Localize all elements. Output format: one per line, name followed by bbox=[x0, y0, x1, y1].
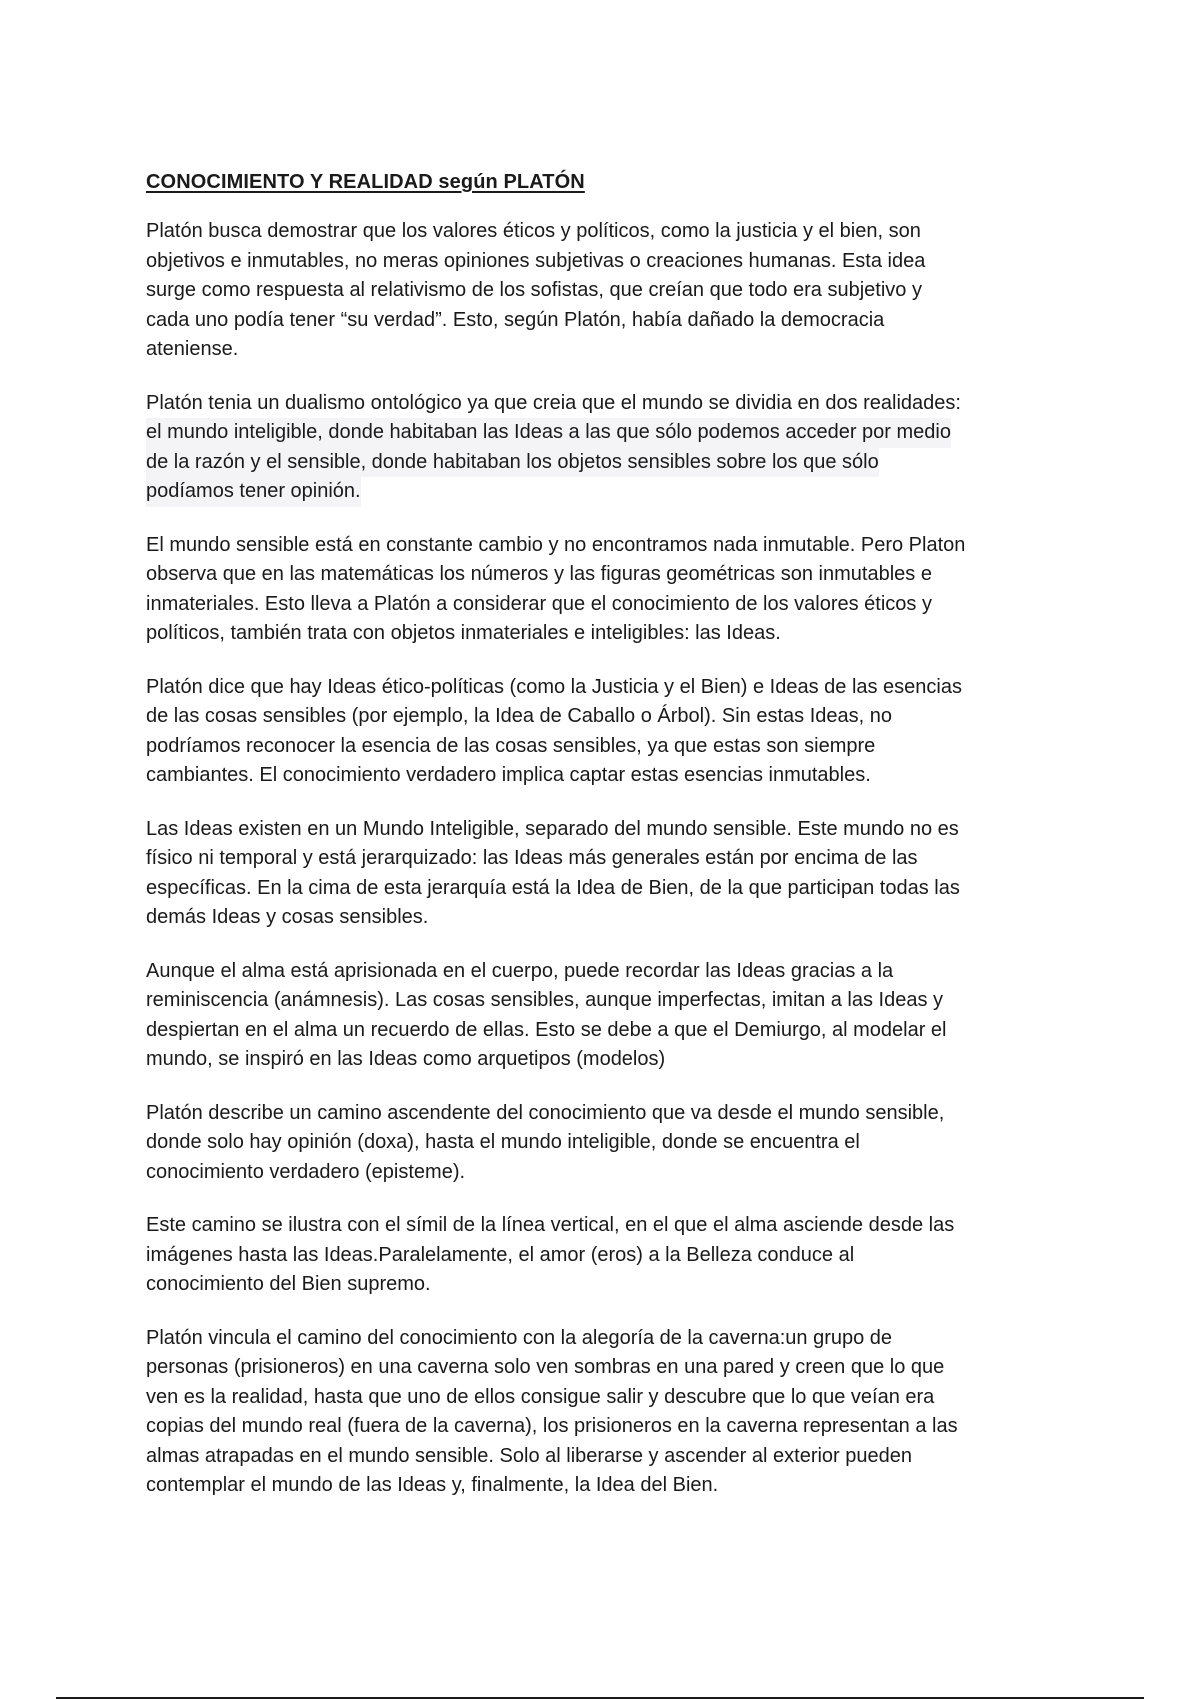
paragraph-2 bbox=[146, 389, 1066, 507]
text-line: copias del mundo real (fuera de la caverna), los prisioneros en la caverna representan a las bbox=[146, 1415, 958, 1437]
text-line: de las cosas sensibles (por ejemplo, la Idea de Caballo o Árbol). Sin estas Ideas, no bbox=[146, 705, 892, 727]
text-line: conocimiento del Bien supremo. bbox=[146, 1273, 431, 1295]
paragraph-8 bbox=[146, 1211, 1066, 1300]
text-line: objetivos e inmutables, no meras opiniones subjetivas o creaciones humanas. Esta idea bbox=[146, 249, 926, 272]
text-line: reminiscencia (anámnesis). Las cosas sensibles, aunque imperfectas, imitan a las Ideas y bbox=[146, 989, 944, 1011]
text-line: personas (prisioneros) en una caverna solo ven sombras en una pared y creen que lo que bbox=[146, 1356, 945, 1378]
paragraph-3 bbox=[146, 531, 1066, 649]
text-line: políticos, también trata con objetos inmateriales e inteligibles: las Ideas. bbox=[146, 622, 781, 644]
text-line: Platón describe un camino ascendente del conocimiento que va desde el mundo sensible, bbox=[146, 1101, 945, 1124]
text-line: Aunque el alma está aprisionada en el cuerpo, puede recordar las Ideas gracias a la bbox=[146, 959, 894, 982]
text-line: El mundo sensible está en constante cambio y no encontramos nada inmutable. Pero Platon bbox=[146, 533, 966, 556]
text-line: Las Ideas existen en un Mundo Inteligible, separado del mundo sensible. Este mundo no es bbox=[146, 817, 959, 840]
page-bottom-rule bbox=[56, 1697, 1144, 1699]
text-line: ven es la realidad, hasta que uno de ellos consigue salir y descubre que lo que veían era bbox=[146, 1385, 935, 1408]
text-line: demás Ideas y cosas sensibles. bbox=[146, 906, 429, 928]
text-line: inmateriales. Esto lleva a Platón a considerar que el conocimiento de los valores éticos y bbox=[146, 592, 932, 615]
text-line: almas atrapadas en el mundo sensible. Solo al liberarse y ascender al exterior pueden bbox=[146, 1444, 913, 1467]
text-line: surge como respuesta al relativismo de los sofistas, que creían que todo era subjetivo y bbox=[146, 279, 922, 301]
text-line: donde solo hay opinión (doxa), hasta el mundo inteligible, donde se encuentra el bbox=[146, 1131, 860, 1153]
text-line: observa que en las matemáticas los números y las figuras geométricas son inmutables e bbox=[146, 563, 932, 585]
text-line: cada uno podía tener “su verdad”. Esto, según Platón, había dañado la democracia bbox=[146, 308, 885, 331]
text-line: podíamos tener opinión. bbox=[146, 477, 361, 507]
text-line: cambiantes. El conocimiento verdadero implica captar estas esencias inmutables. bbox=[146, 764, 871, 786]
text-line: físico ni temporal y está jerarquizado: las Ideas más generales están por encima de las bbox=[146, 847, 918, 869]
text-line: contemplar el mundo de las Ideas y, finalmente, la Idea del Bien. bbox=[146, 1474, 719, 1496]
paragraph-7 bbox=[146, 1099, 1066, 1188]
text-line: mundo, se inspiró en las Ideas como arquetipos (modelos) bbox=[146, 1048, 666, 1070]
text-line: específicas. En la cima de esta jerarquía está la Idea de Bien, de la que participan todas las bbox=[146, 876, 960, 899]
document-body bbox=[146, 168, 1066, 1525]
text-line: Platón tenia un dualismo ontológico ya que creia que el mundo se dividia en dos realidades: bbox=[146, 391, 961, 414]
paragraph-4 bbox=[146, 673, 1066, 791]
text-line: conocimiento verdadero (episteme). bbox=[146, 1160, 466, 1183]
paragraph-6 bbox=[146, 957, 1066, 1075]
text-line: el mundo inteligible, donde habitaban las Ideas a las que sólo podemos acceder por medio bbox=[146, 418, 951, 448]
text-line: despiertan en el alma un recuerdo de ellas. Esto se debe a que el Demiurgo, al modelar el bbox=[146, 1018, 947, 1041]
text-line: Este camino se ilustra con el símil de la línea vertical, en el que el alma asciende desde las bbox=[146, 1214, 955, 1236]
paragraph-5 bbox=[146, 815, 1066, 933]
text-line: Platón dice que hay Ideas ético-políticas (como la Justicia y el Bien) e Ideas de las esencias bbox=[146, 675, 962, 698]
text-line: podríamos reconocer la esencia de las cosas sensibles, ya que estas son siempre bbox=[146, 734, 876, 757]
paragraph-9 bbox=[146, 1324, 1066, 1501]
text-line: de la razón y el sensible, donde habitaban los objetos sensibles sobre los que sólo bbox=[146, 448, 879, 478]
text-line: imágenes hasta las Ideas.Paralelamente, el amor (eros) a la Belleza conduce al bbox=[146, 1243, 855, 1266]
text-line: Platón vincula el camino del conocimiento con la alegoría de la caverna:un grupo de bbox=[146, 1326, 893, 1349]
text-line: Platón busca demostrar que los valores éticos y políticos, como la justicia y el bien, son bbox=[146, 220, 921, 242]
document-title: CONOCIMIENTO Y REALIDAD según PLATÓN bbox=[146, 171, 585, 193]
text-line: ateniense. bbox=[146, 338, 239, 360]
paragraph-1 bbox=[146, 217, 1066, 365]
